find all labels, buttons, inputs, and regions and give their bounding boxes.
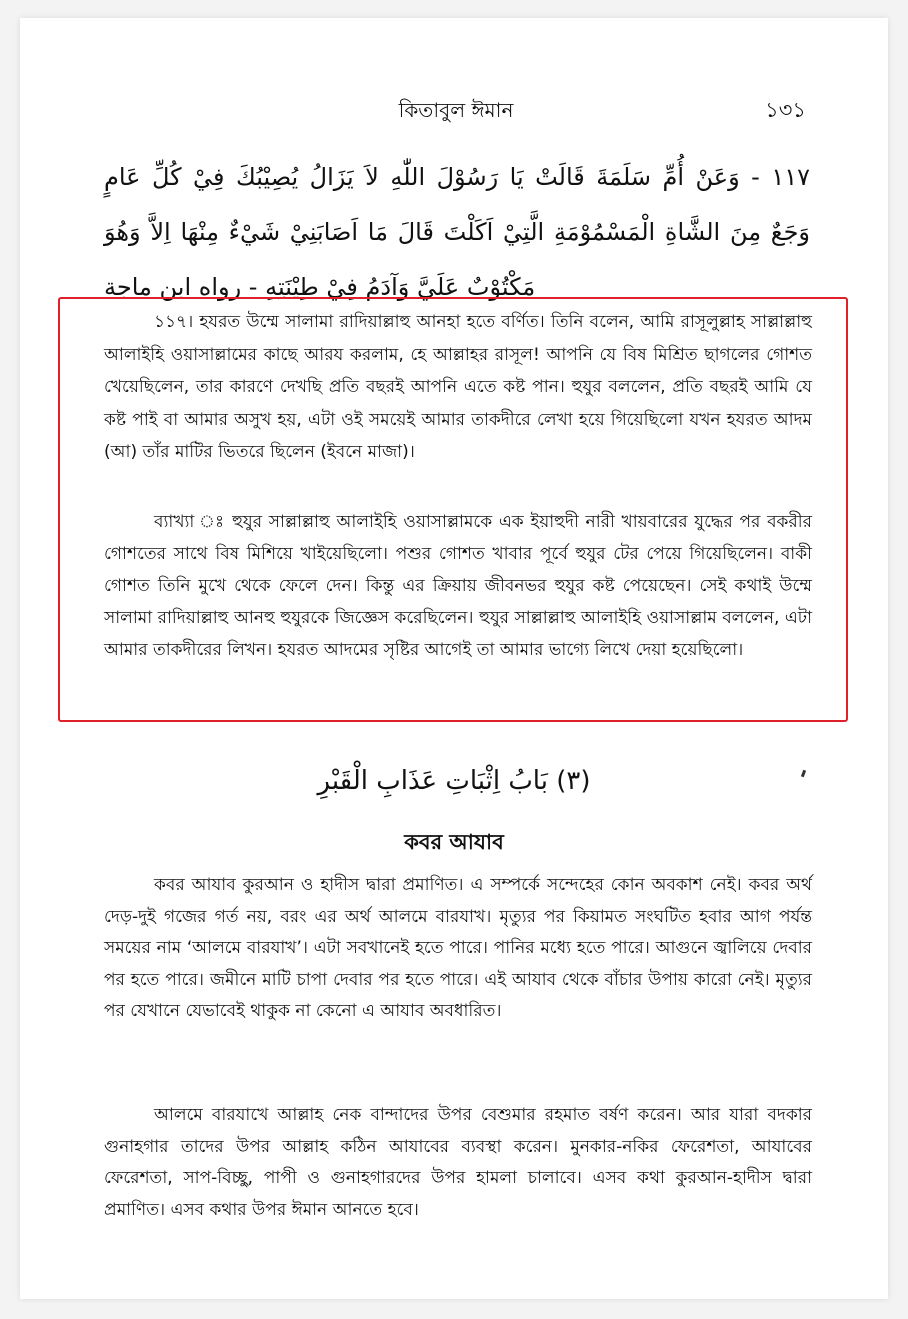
chapter-heading-bengali: কবর আযাব xyxy=(404,830,504,854)
hadith-arabic-text xyxy=(104,150,810,315)
paragraph-text: কবর আযাব কুরআন ও হাদীস দ্বারা প্রমাণিত। এ সম্পর্কে সন্দেহের কোন অবকাশ নেই। কবর অর্থ দেড়-দুই গজের গর্ত নয়, বরং এর অর্থ আলমে বারযাখ। মৃত্যুর পর কিয়ামত সংঘটিত হবার আগ পর্যন্ত সময়ের নাম ‘আলমে বারযাখ’। এটা সবখানেই হতে পারে। পানির মধ্যে হতে পারে। আগুনে জ্বালিয়ে দেবার পর হতে পারে। জমীনে মাটি চাপা দেবার পর হতে পারে। এই আযাব থেকে বাঁচার উপায় কারো নেই। মৃত্যুর পর যেখানে যেভাবেই থাকুক না কেনো এ আযাব অবধারিত। xyxy=(104,875,812,1021)
page-number: ১৩১ xyxy=(765,98,806,122)
explanation-paragraph: ব্যাখ্যা ঃ হুযুর সাল্লাল্লাহু আলাইহি ওয়াসাল্লামকে এক ইয়াহুদী নারী খায়বারের যুদ্ধের পর বকরীর গোশতের সাথে বিষ মিশিয়ে খাইয়েছিলো। পশুর গোশত খাবার পূর্বে হুযুর টের পেয়ে গিয়েছিলেন। বাকী গোশত তিনি মুখে থেকে ফেলে দেন। কিন্তু এর ক্রিয়ায় জীবনভর হুযুর কষ্ট পেয়েছেন। সেই কথাই উম্মে সালামা রাদিয়াল্লাহু আনহু হুযুরকে জিজ্ঞেস করেছিলেন। হুযুর সাল্লাল্লাহু আলাইহি ওয়াসাল্লাম বললেন, এটা আমার তাকদীরের লিখন। হযরত আদমের সৃষ্টির আগেই তা আমার ভাগ্যে লিখে দেয়া হয়েছিলো। xyxy=(104,512,812,660)
chapter-heading-arabic: (٣) بَابُ اِثْبَاتِ عَذَابِ الْقَبْرِ xyxy=(317,766,591,796)
body-paragraph xyxy=(104,1100,812,1226)
document-page xyxy=(20,18,888,1299)
translation-paragraph: ১১৭। হযরত উম্মে সালামা রাদিয়াল্লাহু আনহা হতে বর্ণিত। তিনি বলেন, আমি রাসূলুল্লাহ সাল্লাল্লাহু আলাইহি ওয়াসাল্লামের কাছে আরয করলাম, হে আল্লাহর রাসূল! আপনি যে বিষ মিশ্রিত ছাগলের গোশত খেয়েছিলেন, তার কারণে দেখছি প্রতি বছরই আপনি এতে কষ্ট পান। হুযুর বললেন, প্রতি বছরই আমি যে কষ্ট পাই বা আমার অসুখ হয়, এটা ওই সময়েই আমার তাকদীরে লেখা হয়ে গিয়েছিলো যখন হযরত আদম (আ) তাঁর মাটির ভিতরে ছিলেন (ইবনে মাজা)। xyxy=(104,312,812,462)
header-title: কিতাবুল ঈমান xyxy=(398,98,514,122)
arabic-line: ١١٧ - وَعَنْ أُمِّ سَلَمَةَ قَالَتْ يَا رَسُوْلَ اللّٰهِ لاَ يَزَالُ يُصِيْبُكَ فِيْ كُلِّ عَامٍ xyxy=(104,163,810,191)
paragraph-text: আলমে বারযাখে আল্লাহ নেক বান্দাদের উপর বেশুমার রহমাত বর্ষণ করেন। আর যারা বদকার গুনাহগার তাদের উপর আল্লাহ কঠিন আযাবের ব্যবস্থা করেন। মুনকার-নকির ফেরেশতা, আযাবের ফেরেশতা, সাপ-বিচ্ছু, পাপী ও গুনাহগারদের উপর হামলা চালাবে। এসব কথা কুরআন-হাদীস দ্বারা প্রমাণিত। এসব কথার উপর ঈমান আনতে হবে। xyxy=(104,1105,812,1220)
hadith-explanation xyxy=(104,506,812,666)
body-paragraph xyxy=(104,870,812,1028)
arabic-line: مَكْتُوْبٌ عَلَيَّ وَآدَمُ فِيْ طِيْنَتِهِ - رواه ابن ماجة xyxy=(104,273,536,301)
hadith-translation xyxy=(104,306,812,469)
arabic-line: وَجَعٌ مِنَ الشَّاةِ الْمَسْمُوْمَةِ الَّتِيْ اَكَلْتَ قَالَ مَا اَصَابَنِيْ شَيْءٌ مِنْهَا اِلاَّ وَهُوَ xyxy=(104,218,810,246)
running-header xyxy=(106,92,806,122)
